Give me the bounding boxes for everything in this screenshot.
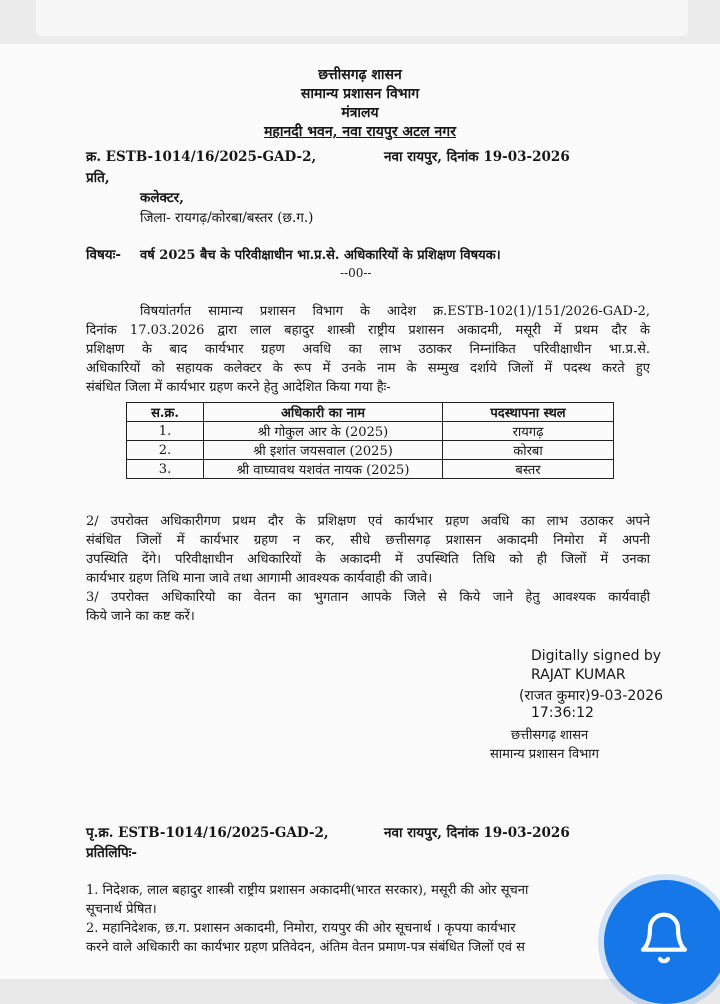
cell-serial: 1. bbox=[127, 422, 204, 441]
signature-name: RAJAT KUMAR bbox=[531, 667, 626, 683]
table-row bbox=[127, 422, 614, 441]
to-label: प्रति, bbox=[86, 170, 110, 186]
col-header-posting: पदस्थापना स्थल bbox=[443, 403, 614, 422]
signature-time: 17:36:12 bbox=[531, 705, 594, 721]
para2-line: 2/ उपरोक्त अधिकारीगण प्रथम दौर के प्रशिक्षण एवं कार्यभार ग्रहण अवधि का लाभ उठाकर अपने bbox=[86, 514, 650, 529]
cell-serial: 3. bbox=[127, 460, 204, 479]
letterhead-department: सामान्य प्रशासन विभाग bbox=[300, 86, 420, 102]
document-page bbox=[0, 44, 720, 979]
cell-posting: रायगढ़ bbox=[443, 422, 614, 441]
bell-icon bbox=[636, 910, 692, 966]
copy-label: प्रतिलिपिः- bbox=[86, 845, 138, 861]
subject-separator: --00-- bbox=[340, 266, 372, 280]
subject-label: विषयः- bbox=[86, 247, 121, 263]
signature-dept2: सामान्य प्रशासन विभाग bbox=[490, 747, 599, 762]
cell-officer: श्री इशांत जयसवाल (2025) bbox=[204, 441, 443, 460]
copy-item: सूचनार्थ प्रेषित। bbox=[86, 902, 157, 917]
subject-text: वर्ष 2025 बैच के परिवीक्षाधीन भा.प्र.से. अधिकारियों के प्रशिक्षण विषयक। bbox=[140, 248, 501, 263]
letterhead-government: छत्तीसगढ़ शासन bbox=[318, 67, 402, 83]
letterhead-ministry: मंत्रालय bbox=[341, 105, 379, 121]
order-ref-number: क्र. ESTB-1014/16/2025-GAD-2, bbox=[86, 149, 317, 165]
para1-line: प्रशिक्षण के बाद कार्यभार ग्रहण अवधि का लाभ उठाकर निम्नांकित परिवीक्षाधीन भा.प्र.से. bbox=[86, 342, 650, 357]
para2-line: उपस्थिति देंगे। परिवीक्षाधीन अधिकारियों के अकादमी में उपस्थिति तिथि को ही जिलों में उनका bbox=[86, 552, 650, 567]
table-row bbox=[127, 460, 614, 479]
viewer-top-bar bbox=[0, 0, 720, 44]
order-place-date: नवा रायपुर, दिनांक 19-03-2026 bbox=[384, 149, 570, 165]
para2-line: कार्यभार ग्रहण तिथि माना जावे तथा आगामी आवश्यक कार्यवाही की जावे। bbox=[86, 571, 433, 586]
cell-officer: श्री वाघ्यावथ यशवंत नायक (2025) bbox=[204, 460, 443, 479]
recipient-districts: जिला- रायगढ़/कोरबा/बस्तर (छ.ग.) bbox=[140, 210, 314, 226]
copy-ref-number: पृ.क्र. ESTB-1014/16/2025-GAD-2, bbox=[86, 825, 329, 841]
para2-line: संबंधित जिलों में कार्यभार ग्रहण न कर, सीधे छत्तीसगढ़ प्रशासन अकादमी निमोरा में अपनी bbox=[86, 533, 650, 548]
para1-line: विषयांतर्गत सामान्य प्रशासन विभाग के आदेश क्र.ESTB-102(1)/151/2026-GAD-2, bbox=[140, 304, 650, 319]
table-header-row bbox=[127, 403, 614, 422]
copy-item: 2. महानिदेशक, छ.ग. प्रशासन अकादमी, निमोरा, रायपुर की ओर सूचनार्थ । कृपया कार्यभार bbox=[86, 921, 516, 936]
copy-item: करने वाले अधिकारी का कार्यभार ग्रहण प्रतिवेदन, अंतिम वेतन प्रमाण-पत्र संबंधित जिलों एवं स bbox=[86, 940, 525, 955]
recipient: कलेक्टर, bbox=[140, 190, 184, 206]
viewer-title-card[interactable] bbox=[36, 0, 688, 36]
para3-line: 3/ उपरोक्त अधिकारियो का वेतन का भुगतान आपके जिले से किये जाने हेतु आवश्यक कार्यवाही bbox=[86, 590, 650, 605]
para3-line: किये जाने का कष्ट करें। bbox=[86, 609, 195, 624]
col-header-officer: अधिकारी का नाम bbox=[204, 403, 443, 422]
cell-serial: 2. bbox=[127, 441, 204, 460]
letterhead-address: महानदी भवन, नवा रायपुर अटल नगर bbox=[264, 124, 456, 140]
cell-posting: कोरबा bbox=[443, 441, 614, 460]
cell-posting: बस्तर bbox=[443, 460, 614, 479]
cell-officer: श्री गोकुल आर के (2025) bbox=[204, 422, 443, 441]
para1-line: दिनांक 17.03.2026 द्वारा लाल बहादुर शास्त्री राष्ट्रीय प्रशासन अकादमी, मसूरी में प्रथम दौर के bbox=[86, 323, 650, 338]
signature-dept1: छत्तीसगढ़ शासन bbox=[511, 728, 589, 743]
notification-bell-button[interactable] bbox=[604, 880, 720, 1004]
para1-line: संबंधित जिला में कार्यभार ग्रहण करने हेतु आदेशित किया गया हैः- bbox=[86, 380, 391, 395]
signature-line: Digitally signed by bbox=[531, 648, 662, 664]
col-header-serial: स.क्र. bbox=[127, 403, 204, 422]
copy-place-date: नवा रायपुर, दिनांक 19-03-2026 bbox=[384, 825, 570, 841]
table-row bbox=[127, 441, 614, 460]
officers-table bbox=[126, 402, 614, 479]
para1-line: अधिकारियों को सहायक कलेक्टर के रूप में उनके नाम के सम्मुख दर्शाये जिलों में पदस्थ करते हुए bbox=[86, 361, 650, 376]
copy-item: 1. निदेशक, लाल बहादुर शास्त्री राष्ट्रीय प्रशासन अकादमी(भारत सरकार), मसूरी की ओर सूचना bbox=[86, 883, 529, 898]
signature-date: (राजत कुमार)9-03-2026 bbox=[519, 688, 664, 704]
